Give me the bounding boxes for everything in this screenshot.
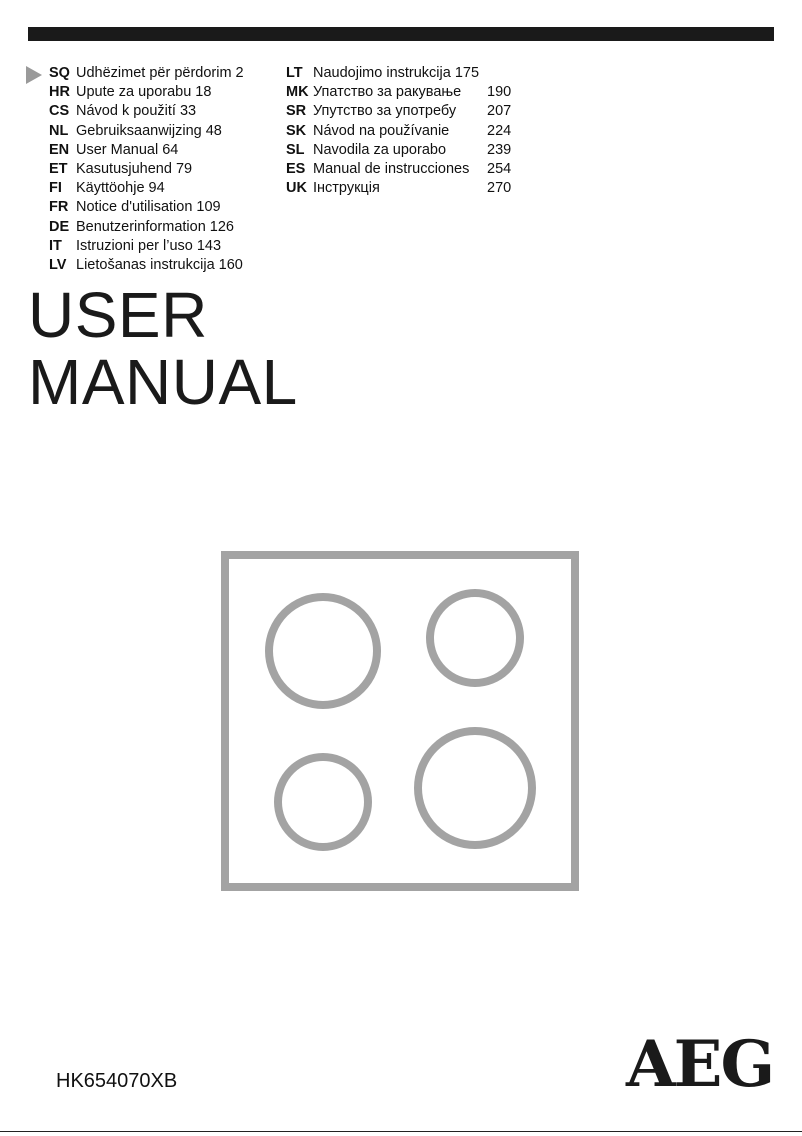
language-title: Упутство за употребу — [313, 103, 457, 120]
language-page: 126 — [209, 218, 234, 235]
language-page: 2 — [235, 65, 244, 81]
language-item[interactable] — [49, 237, 244, 256]
language-code: UK — [286, 180, 307, 197]
language-code: FR — [49, 199, 69, 216]
language-title: Käyttöohje — [76, 180, 145, 197]
language-title: Інструкція — [313, 180, 380, 197]
language-item[interactable] — [49, 179, 244, 198]
cooking-zone-rear-left — [269, 597, 377, 705]
language-code: LV — [49, 256, 67, 273]
language-title: Návod na používanie — [313, 122, 450, 139]
language-code: NL — [49, 122, 69, 139]
language-page: 109 — [196, 199, 221, 216]
bottom-divider — [0, 1131, 802, 1132]
cooking-zone-front-left — [278, 757, 368, 847]
language-code: ES — [286, 160, 306, 177]
language-title: Gebruiksaanwijzing — [76, 122, 202, 139]
language-code: IT — [49, 237, 62, 254]
language-page: 18 — [195, 84, 212, 101]
language-page: 143 — [196, 237, 222, 254]
language-title: Navodila za uporabo — [313, 141, 447, 158]
language-code: SR — [286, 103, 307, 120]
language-code: SQ — [49, 65, 70, 81]
language-title: Naudojimo instrukcija — [313, 65, 451, 81]
language-item[interactable] — [49, 83, 244, 102]
language-title: Kasutusjuhend — [76, 160, 172, 177]
language-page: 207 — [487, 103, 512, 120]
language-code: CS — [49, 103, 70, 120]
language-page: 224 — [487, 122, 512, 139]
language-item[interactable] — [49, 160, 244, 179]
language-item[interactable] — [286, 122, 512, 141]
language-page: 190 — [487, 84, 512, 101]
language-list-right — [286, 64, 512, 198]
top-bar — [28, 27, 774, 41]
language-item[interactable] — [286, 64, 479, 83]
brand-logo: AEG — [626, 1027, 774, 1102]
language-code: LT — [286, 65, 303, 81]
language-title: Benutzerinformation — [76, 218, 206, 235]
language-title: Udhëzimet për përdorim — [76, 65, 232, 81]
language-page: 175 — [454, 65, 480, 81]
language-item[interactable] — [49, 218, 244, 237]
selected-language-arrow-icon — [26, 66, 42, 84]
language-item[interactable] — [286, 83, 512, 102]
language-page: 160 — [218, 256, 243, 273]
model-number: HK654070XB — [56, 1070, 178, 1092]
language-title: Упатство за ракување — [313, 84, 462, 101]
language-item[interactable] — [286, 141, 512, 160]
language-page: 270 — [487, 180, 512, 197]
language-code: ET — [49, 160, 68, 177]
language-item[interactable] — [49, 122, 244, 141]
language-item[interactable] — [49, 64, 244, 83]
language-item[interactable] — [286, 160, 512, 179]
language-title: Lietošanas instrukcija — [76, 256, 215, 273]
language-item[interactable] — [49, 256, 244, 275]
language-code: MK — [286, 84, 309, 101]
language-item[interactable] — [286, 102, 512, 121]
language-item[interactable] — [49, 198, 244, 217]
language-title: Notice d'utilisation — [76, 199, 193, 216]
document-title — [28, 279, 298, 418]
language-item[interactable] — [49, 141, 244, 160]
language-title: Istruzioni per l’uso — [76, 237, 193, 254]
language-page: 254 — [487, 160, 512, 177]
language-title: Manual de instrucciones — [313, 160, 470, 177]
language-code: EN — [49, 141, 70, 158]
cooking-zone-rear-right — [430, 593, 520, 683]
hob-outline — [225, 555, 575, 887]
language-page: 64 — [162, 141, 179, 158]
document-title-line2: MANUAL — [28, 346, 298, 418]
language-code: DE — [49, 218, 70, 235]
language-title: Návod k použití — [76, 103, 176, 120]
language-page: 79 — [175, 160, 193, 177]
language-page: 48 — [205, 122, 222, 139]
language-title: Upute za uporabu — [76, 84, 192, 101]
language-page: 94 — [148, 180, 165, 197]
language-code: SK — [286, 122, 307, 139]
language-list-left — [49, 64, 244, 275]
language-page: 33 — [179, 103, 197, 120]
language-item[interactable] — [49, 102, 244, 121]
document-title-line1: USER — [28, 279, 208, 351]
hob-illustration-icon — [221, 551, 579, 891]
language-code: FI — [49, 180, 62, 197]
language-code: HR — [49, 84, 70, 101]
language-code: SL — [286, 141, 305, 158]
language-item[interactable] — [286, 179, 512, 198]
cooking-zone-front-right — [418, 731, 532, 845]
language-title: User Manual — [76, 141, 159, 158]
language-page: 239 — [487, 141, 512, 158]
